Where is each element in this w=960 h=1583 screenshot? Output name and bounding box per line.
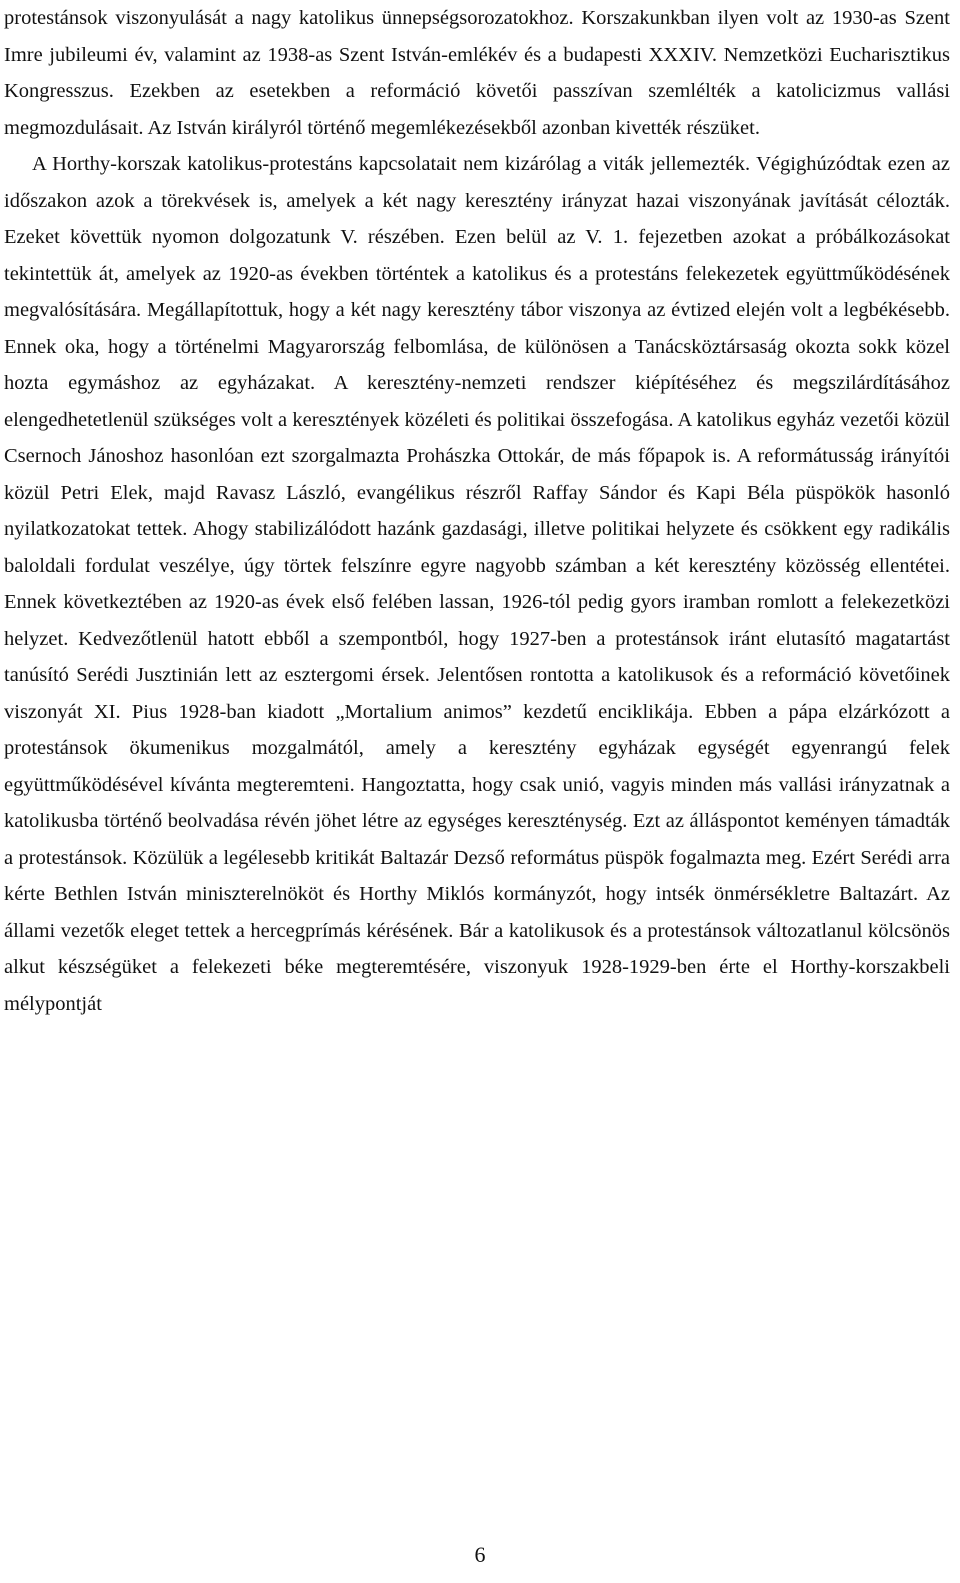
page-number: 6 xyxy=(474,1542,486,1567)
body-text xyxy=(4,0,950,1022)
paragraph-2: A Horthy-korszak katolikus-protestáns kapcsolatait nem kizárólag a viták jellemezték. Végighúzódtak ezen az időszakon azok a törekvések is, amelyek a két nagy keresztény irányzat hazai viszonyának javítását célozták. Ezeket követtük nyomon dolgozatunk V. részében. Ezen belül az V. 1. fejezetben azokat a próbálkozásokat tekintettük át, amelyek az 1920-as években történtek a katolikus és a protestáns felekezetek együttműködésének megvalósítására. Megállapítottuk, hogy a két nagy keresztény tábor viszonya az évtized elején volt a legbékésebb. Ennek oka, hogy a történelmi Magyarország felbomlása, de különösen a Tanácsköztársaság okozta sokk közel hozta egymáshoz az egyházakat. A keresztény-nemzeti rendszer kiépítéséhez és megszilárdításához elengedhetetlenül szükséges volt a keresztények közéleti és politikai összefogása. A katolikus egyház vezetői közül Csernoch Jánoshoz hasonlóan ezt szorgalmazta Prohászka Ottokár, de más főpapok is. A reformátusság irányítói közül Petri Elek, majd Ravasz László, evangélikus részről Raffay Sándor és Kapi Béla püspökök hasonló nyilatkozatokat tettek. Ahogy stabilizálódott hazánk gazdasági, illetve politikai helyzete és csökkent egy radikális baloldali fordulat veszélye, úgy törtek felszínre egyre nagyobb számban a két keresztény közösség ellentétei. Ennek következtében az 1920-as évek első felében lassan, 1926-tól pedig gyors iramban romlott a felekezetközi helyzet. Kedvezőtlenül hatott ebből a szempontból, hogy 1927-ben a protestánsok iránt elutasító magatartást tanúsító Serédi Jusztinián lett az esztergomi érsek. Jelentősen rontotta a katolikusok és a reformáció követőinek viszonyát XI. Pius 1928-ban kiadott „Mortalium animos” kezdetű enciklikája. Ebben a pápa elzárkózott a protestánsok ökumenikus mozgalmától, amely a keresztény egyházak egységét egyenrangú felek együttműködésével kívánta megteremteni. Hangoztatta, hogy csak unió, vagyis minden más vallási irányzatnak a katolikusba történő beolvadása révén jöhet létre az egységes kereszténység. Ezt az álláspontot keményen támadták a protestánsok. Közülük a legélesebb kritikát Baltazár Dezső református püspök fogalmazta meg. Ezért Serédi arra kérte Bethlen István miniszterelnököt és Horthy Miklós kormányzót, hogy intsék önmérsékletre Baltazárt. Az állami vezetők eleget tettek a hercegprímás kérésének. Bár a katolikusok és a protestánsok változatlanul kölcsönös alkut készségüket a felekezeti béke megteremtésére, viszonyuk 1928-1929-ben érte el Horthy-korszakbeli mélypontját xyxy=(4,153,950,1015)
paragraph-1: protestánsok viszonyulását a nagy katolikus ünnepségsorozatokhoz. Korszakunkban ilyen volt az 1930-as Szent Imre jubileumi év, valamint az 1938-as Szent István-emlékév és a budapesti XXXIV. Nemzetközi Eucharisztikus Kongresszus. Ezekben az esetekben a reformáció követői passzívan szemlélték a katolicizmus vallási megmozdulásait. Az István királyról történő megemlékezésekből azonban kivették részüket. xyxy=(4,7,950,139)
